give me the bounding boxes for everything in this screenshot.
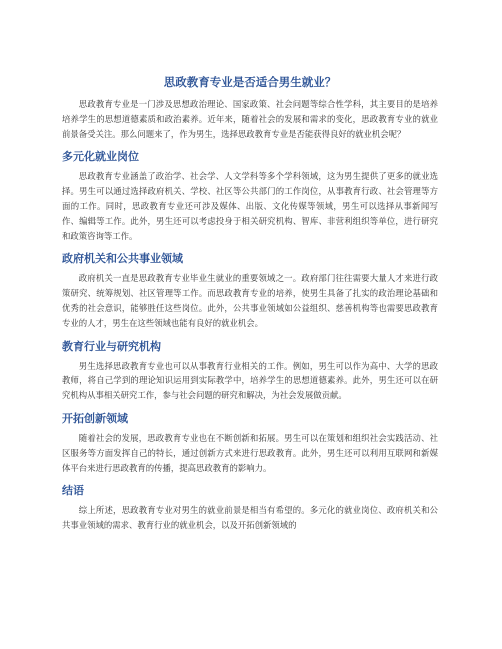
intro-paragraph: 思政教育专业是一门涉及思想政治理论、国家政策、社会问题等综合性学科，其主要目的是培养培养学生的思想道德素质和政治素养。近年来，随着社会的发展和需求的变化，思政教育专业的就业前景备受关注。那么问题来了，作为男生，选择思政教育专业是否能获得良好的就业机会呢？: [62, 99, 438, 139]
section-body-diverse-jobs: 思政教育专业涵盖了政治学、社会学、人文学科等多个学科领域，这为男生提供了更多的就业选择。男生可以通过选择政府机关、学校、社区等公共部门的工作岗位，从事教育行政、社会管理等方面的工作。同时，思政教育专业还可涉及媒体、出版、文化传媒等领域，男生可以选择从事新闻写作、编辑等工作。此外，男生还可以考虑投身于相关研究机构、智库、非营利组织等单位，进行研究和政策咨询等工作。: [62, 171, 438, 241]
section-heading-innovation: 开拓创新领域: [62, 411, 128, 425]
section-body-innovation: 随着社会的发展，思政教育专业也在不断创新和拓展。男生可以在策划和组织社会实践活动、社区服务等方面发挥自己的特长，通过创新方式来进行思政教育。此外，男生还可以利用互联网和新媒体平台来进行思政教育的传播，提高思政教育的影响力。: [62, 432, 438, 473]
section-body-conclusion: 综上所述，思政教育专业对男生的就业前景是相当有希望的。多元化的就业岗位、政府机关和公共事业领域的需求、教育行业的就业机会，以及开拓创新领域的: [62, 505, 438, 531]
section-heading-conclusion: 结语: [62, 484, 84, 498]
section-body-government: 政府机关一直是思政教育专业毕业生就业的重要领域之一。政府部门往往需要大量人才来进行政策研究、统筹规划、社区管理等工作。而思政教育专业的培养，使男生具备了扎实的政治理论基础和优秀的社会意识，能够胜任这些岗位。此外，公共事业领域如公益组织、慈善机构等也需要思政教育专业的人才，男生在这些领域也能有良好的就业机会。: [62, 273, 438, 328]
section-heading-education: 教育行业与研究机构: [62, 339, 161, 353]
document-page: [62, 74, 438, 533]
section-heading-government: 政府机关和公共事业领域: [62, 252, 183, 266]
section-heading-diverse-jobs: 多元化就业岗位: [62, 150, 139, 164]
document-title: 思政教育专业是否适合男生就业？: [163, 75, 337, 89]
section-body-education: 男生选择思政教育专业也可以从事教育行业相关的工作。例如，男生可以作为高中、大学的思政教师，将自己学到的理论知识运用到实际教学中，培养学生的思想道德素养。此外，男生还可以在研究机构从事相关研究工作，参与社会问题的研究和解决，为社会发展做贡献。: [62, 360, 438, 401]
